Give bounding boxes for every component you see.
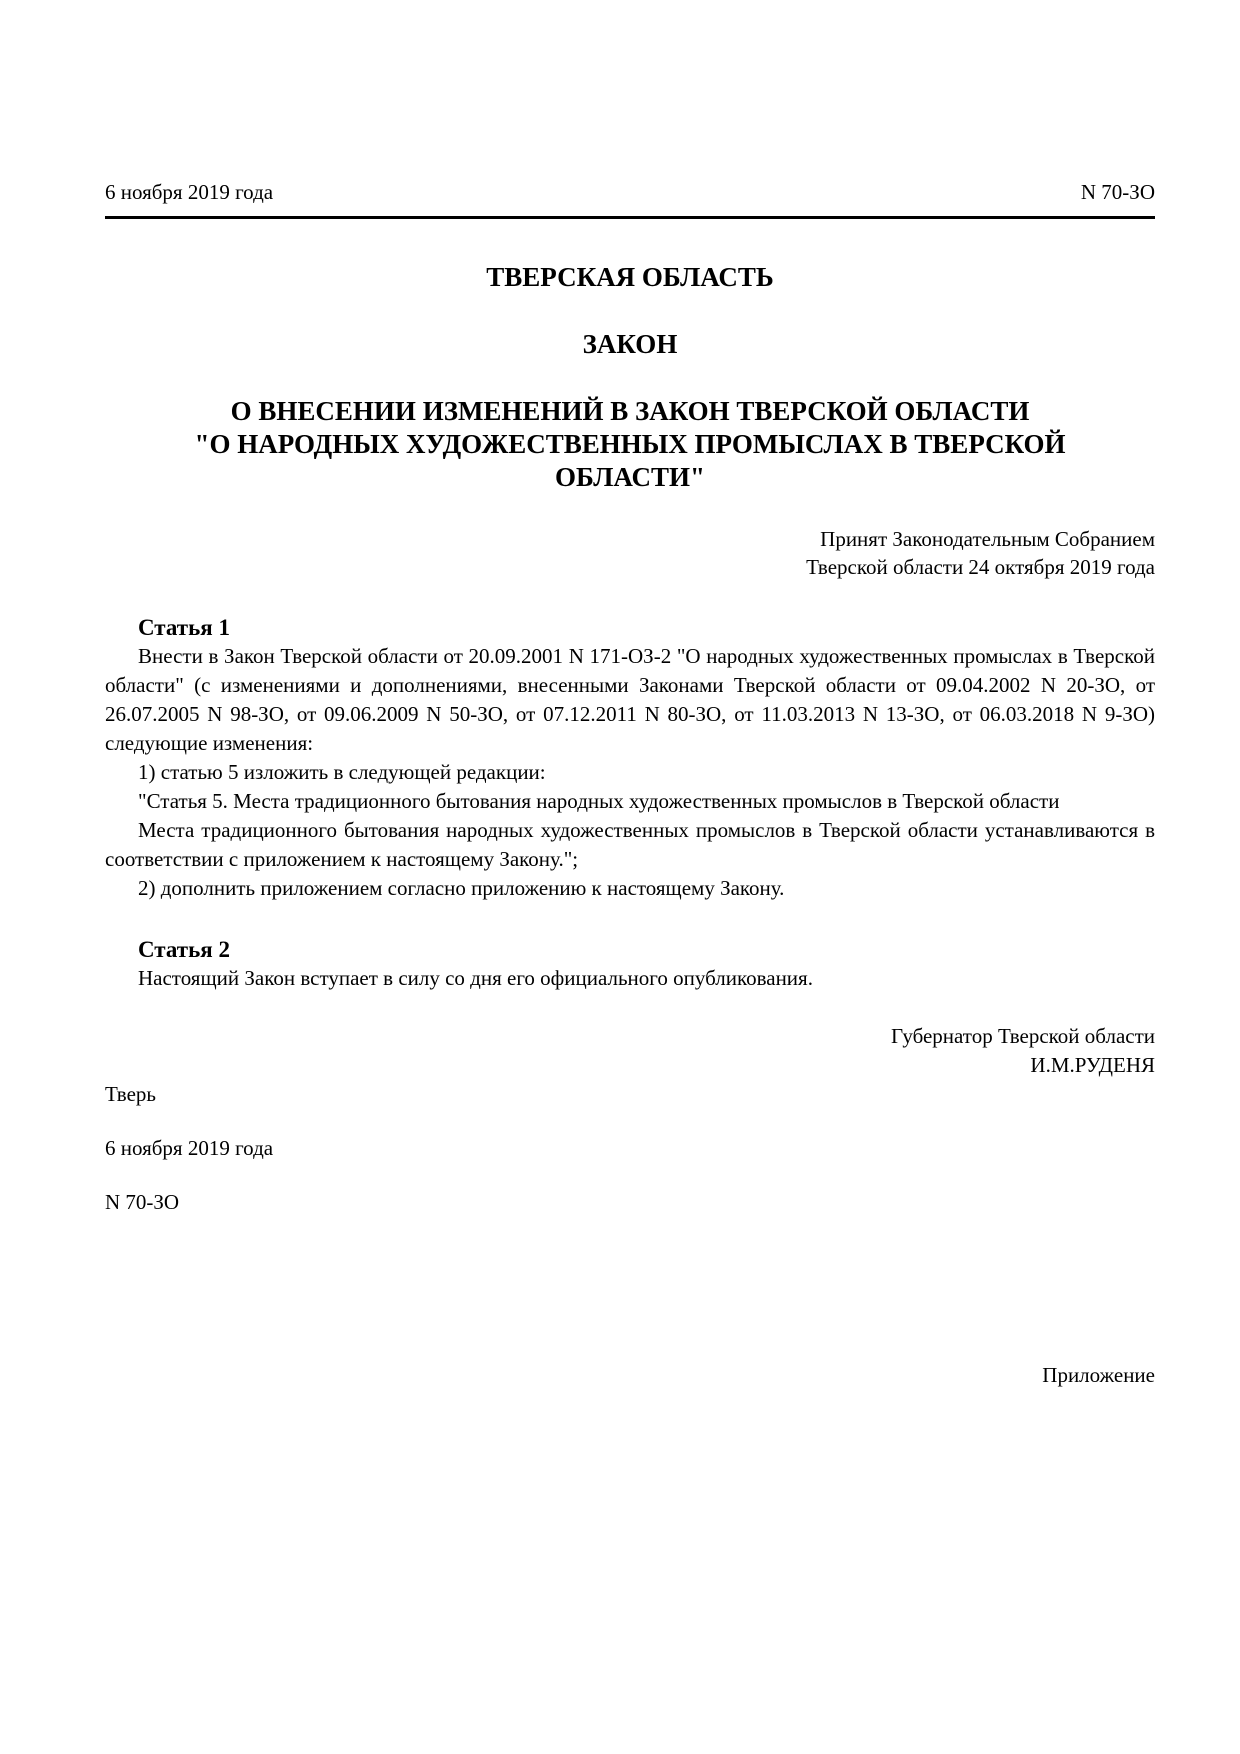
- header-divider-rule: [105, 216, 1155, 219]
- article-2-heading: Статья 2: [138, 937, 230, 962]
- adoption-note-line-1: Принят Законодательным Собранием: [820, 527, 1155, 551]
- signature-block: [105, 1022, 1155, 1080]
- law-title-line-3: ОБЛАСТИ": [555, 462, 705, 492]
- adoption-note: [105, 525, 1155, 581]
- article-1-heading: Статья 1: [138, 615, 230, 640]
- law-title-line-1: О ВНЕСЕНИИ ИЗМЕНЕНИЙ В ЗАКОН ТВЕРСКОЙ ОБЛАСТИ: [230, 396, 1030, 426]
- article-1-paragraph-1: Внести в Закон Тверской области от 20.09.2001 N 171-ОЗ-2 "О народных художественных промыслах в Тверской области" (с изменениями и дополнениями, внесенными Законами Тверской области от 09.04.2002 N 20-ЗО, от 26.07.2005 N 98-ЗО, от 09.06.2009 N 50-ЗО, от 07.12.2011 N 80-ЗО, от 11.03.2013 N 13-ЗО, от 06.03.2018 N 9-ЗО) следующие изменения:: [105, 644, 1155, 755]
- signature-position: Губернатор Тверской области: [891, 1024, 1155, 1048]
- adoption-note-line-2: Тверской области 24 октября 2019 года: [806, 555, 1155, 579]
- article-1-paragraph-3: "Статья 5. Места традиционного бытования народных художественных промыслов в Тверской области: [138, 789, 1060, 813]
- footer-document-number: N 70-ЗО: [105, 1190, 180, 1214]
- header-date: 6 ноября 2019 года: [105, 180, 274, 204]
- law-title: [105, 395, 1155, 494]
- article-2-paragraph-1: Настоящий Закон вступает в силу со дня его официального опубликования.: [138, 966, 813, 990]
- region-name: ТВЕРСКАЯ ОБЛАСТЬ: [486, 262, 774, 292]
- article-1-paragraph-2: 1) статью 5 изложить в следующей редакции:: [138, 760, 546, 784]
- signature-name: И.М.РУДЕНЯ: [1030, 1053, 1155, 1077]
- article-1-paragraph-4: Места традиционного бытования народных художественных промыслов в Тверской области устанавливаются в соответствии с приложением к настоящему Закону.";: [105, 818, 1155, 871]
- footer-city: Тверь: [105, 1082, 156, 1106]
- law-title-line-2: "О НАРОДНЫХ ХУДОЖЕСТВЕННЫХ ПРОМЫСЛАХ В ТВЕРСКОЙ: [194, 429, 1066, 459]
- header-document-number: N 70-ЗО: [1080, 180, 1155, 204]
- document-header: [105, 178, 1155, 207]
- document-type: ЗАКОН: [582, 329, 678, 359]
- article-1-paragraph-5: 2) дополнить приложением согласно приложению к настоящему Закону.: [138, 876, 785, 900]
- appendix-label: Приложение: [1042, 1363, 1155, 1387]
- footer-date: 6 ноября 2019 года: [105, 1136, 274, 1160]
